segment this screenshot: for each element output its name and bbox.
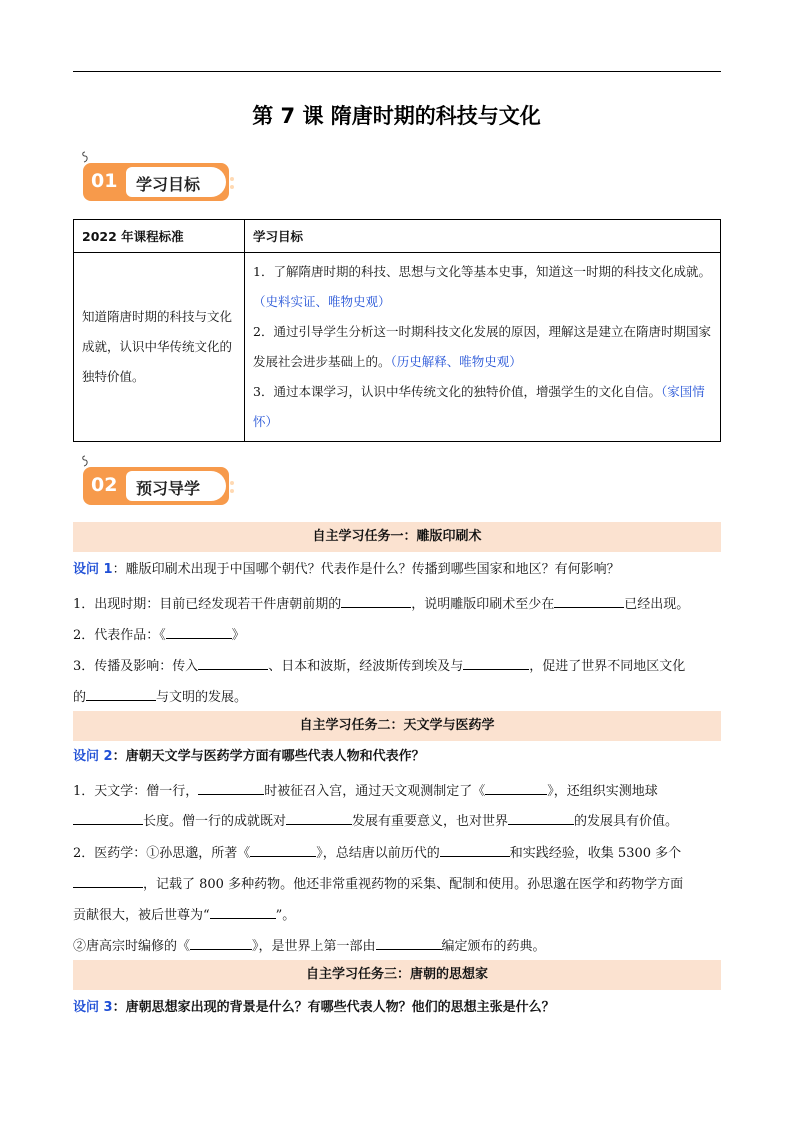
answer-line [73, 686, 721, 707]
text: 的发展具有价值。 [574, 814, 679, 829]
fill-blank[interactable] [73, 873, 143, 888]
text: 》，总结唐以前历代的 [316, 846, 440, 861]
text: 长度。僧一行的成就既对 [143, 814, 287, 829]
text: 与文明的发展。 [156, 690, 248, 705]
text: 时被征召入宫，通过天文观测制定了《 [264, 784, 486, 799]
text: 2．代表作品：《 [73, 628, 166, 643]
text: 1．出现时期：目前已经发现若干件唐朝前期的 [73, 597, 342, 612]
text: 已经出现。 [624, 597, 690, 612]
fill-blank[interactable] [210, 904, 276, 919]
section-label-box [126, 167, 226, 197]
answer-line [73, 935, 721, 956]
question-text: ：雕版印刷术出现于中国哪个朝代？代表作是什么？传播到哪些国家和地区？有何影响？ [112, 562, 620, 577]
section-number: 02 [91, 474, 118, 496]
decor-dot [230, 481, 234, 485]
fill-blank[interactable] [376, 935, 442, 950]
text: 和实践经验，收集 5300 多个 [509, 846, 682, 861]
answer-line [73, 810, 721, 831]
text: 发展有重要意义，也对世界 [352, 814, 509, 829]
decor-dot [230, 177, 234, 181]
text: 贡献很大，被后世尊为“ [73, 908, 210, 923]
section-badge [83, 163, 229, 201]
text: 、日本和波斯，经波斯传到埃及与 [268, 659, 464, 674]
text: 》 [231, 628, 245, 643]
table-row [74, 253, 721, 442]
text: ，说明雕版印刷术至少在 [411, 597, 555, 612]
fill-blank[interactable] [190, 935, 252, 950]
goals-cell [245, 253, 721, 442]
question-3 [73, 999, 721, 1017]
answer-line [73, 624, 721, 645]
answer-line [73, 593, 721, 614]
task-3-title: 自主学习任务三：唐朝的思想家 [73, 960, 721, 990]
fill-blank[interactable] [485, 780, 547, 795]
goal-1 [253, 257, 712, 317]
task-2-title: 自主学习任务二：天文学与医药学 [73, 711, 721, 741]
text: 的 [73, 690, 87, 705]
fill-blank[interactable] [198, 655, 268, 670]
fill-blank[interactable] [508, 810, 574, 825]
fill-blank[interactable] [198, 780, 264, 795]
fill-blank[interactable] [554, 593, 624, 608]
question-label: 设问 2 [73, 749, 113, 764]
hook-icon [80, 151, 90, 163]
text: ，促进了世界不同地区文化 [529, 659, 686, 674]
section-header-preview [80, 455, 240, 507]
section-label-box [126, 471, 226, 501]
fill-blank[interactable] [463, 655, 529, 670]
goal-3 [253, 377, 712, 437]
goal-3-text: 3．通过本课学习，认识中华传统文化的独特价值，增强学生的文化自信。 [253, 384, 661, 399]
page-title: 第 7 课 隋唐时期的科技与文化 [252, 104, 541, 128]
answer-line [73, 780, 721, 801]
goal-2 [253, 317, 712, 377]
fill-blank[interactable] [166, 624, 232, 639]
text: 》，是世界上第一部由 [252, 939, 376, 954]
section-label: 学习目标 [136, 175, 201, 194]
fill-blank[interactable] [86, 686, 156, 701]
answer-line [73, 655, 721, 676]
decor-dot [230, 185, 234, 189]
fill-blank[interactable] [440, 842, 510, 857]
section-header-goals [80, 151, 240, 203]
text: ，记载了 800 多种药物。他还非常重视药物的采集、配制和使用。孙思邈在医学和药物学方面 [143, 877, 684, 892]
fill-blank[interactable] [250, 842, 316, 857]
decor-dot [230, 489, 234, 493]
standard-cell: 知道隋唐时期的科技与文化成就，认识中华传统文化的独特价值。 [74, 253, 245, 442]
learning-goals-table [73, 219, 721, 442]
question-1 [73, 561, 721, 579]
question-label: 设问 3 [73, 1000, 113, 1015]
goal-2-text: 2．通过引导学生分析这一时期科技文化发展的原因，理解这是建立在隋唐时期国家发展社会进步基础上的。 [253, 324, 711, 369]
question-text: ：唐朝思想家出现的背景是什么？有哪些代表人物？他们的思想主张是什么？ [112, 1000, 555, 1015]
text: 编定颁布的药典。 [441, 939, 546, 954]
text: 1．天文学：僧一行， [73, 784, 199, 799]
answer-line [73, 873, 721, 894]
task-1-title: 自主学习任务一：雕版印刷术 [73, 522, 721, 552]
answer-line [73, 904, 721, 925]
text: 》，还组织实测地球 [547, 784, 658, 799]
section-label: 预习导学 [136, 479, 201, 498]
question-label: 设问 1 [73, 562, 113, 577]
section-badge [83, 467, 229, 505]
hook-icon [80, 455, 90, 467]
text: ②唐高宗时编修的《 [73, 939, 191, 954]
goal-1-tag: （史料实证、唯物史观） [253, 294, 391, 309]
header-goals: 学习目标 [245, 220, 721, 253]
text: ”。 [275, 908, 296, 923]
text: 2．医药学：①孙思邈，所著《 [73, 846, 251, 861]
fill-blank[interactable] [341, 593, 411, 608]
goal-1-text: 1．了解隋唐时期的科技、思想与文化等基本史事，知道这一时期的科技文化成就。 [253, 264, 711, 279]
table-header-row [74, 220, 721, 253]
fill-blank[interactable] [73, 810, 143, 825]
question-text: ：唐朝天文学与医药学方面有哪些代表人物和代表作？ [112, 749, 425, 764]
text: 3．传播及影响：传入 [73, 659, 199, 674]
header-standard: 2022 年课程标准 [74, 220, 245, 253]
question-2 [73, 748, 721, 766]
goal-3-tag: （家国情怀） [253, 384, 705, 429]
answer-line [73, 842, 721, 863]
section-number: 01 [91, 170, 118, 192]
fill-blank[interactable] [286, 810, 352, 825]
header-rule [73, 71, 721, 72]
goal-2-tag: （历史解释、唯物史观） [390, 354, 522, 369]
